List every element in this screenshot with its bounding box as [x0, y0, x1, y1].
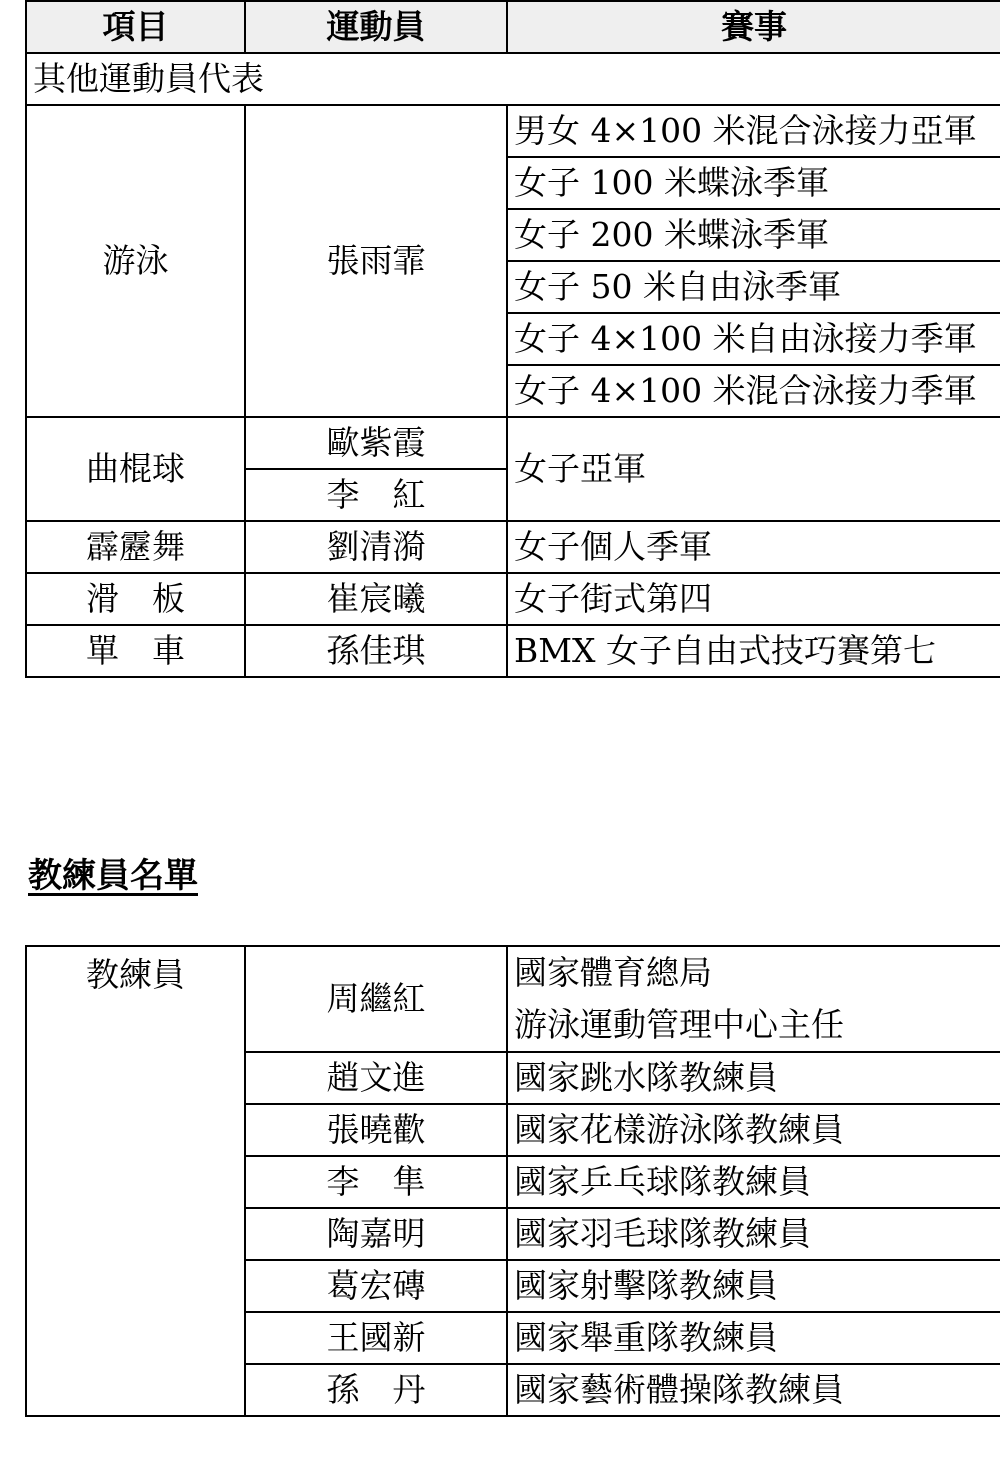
coach-position: 國家射擊隊教練員 — [507, 1260, 1000, 1312]
athlete-cell: 張雨霏 — [245, 105, 507, 417]
group-label: 其他運動員代表 — [26, 53, 1000, 105]
table-row — [26, 417, 1000, 469]
coach-name: 孫 丹 — [245, 1364, 507, 1416]
event-cell: 女子 4×100 米混合泳接力季軍 — [507, 365, 1000, 417]
group-row — [26, 53, 1000, 105]
sport-cell: 單 車 — [26, 625, 245, 677]
table-row — [26, 946, 1000, 1052]
coach-position: 國家藝術體操隊教練員 — [507, 1364, 1000, 1416]
role-label: 教練員 — [26, 946, 245, 1416]
coach-name: 張曉歡 — [245, 1104, 507, 1156]
event-cell: 女子 200 米蝶泳季軍 — [507, 209, 1000, 261]
section-title: 教練員名單 — [28, 856, 198, 896]
coach-name: 李 隼 — [245, 1156, 507, 1208]
header-sport: 項目 — [26, 1, 245, 53]
coach-name: 趙文進 — [245, 1052, 507, 1104]
sport-cell: 游泳 — [26, 105, 245, 417]
table-row — [26, 573, 1000, 625]
header-event: 賽事 — [507, 1, 1000, 53]
athlete-cell: 歐紫霞 — [245, 417, 507, 469]
athlete-cell: 李 紅 — [245, 469, 507, 521]
coach-position-line: 國家體育總局 — [514, 953, 712, 992]
sport-cell: 曲棍球 — [26, 417, 245, 521]
coach-position: 國家跳水隊教練員 — [507, 1052, 1000, 1104]
athlete-cell: 崔宸曦 — [245, 573, 507, 625]
table-row — [26, 625, 1000, 677]
coach-position: 國家羽毛球隊教練員 — [507, 1208, 1000, 1260]
athlete-cell: 孫佳琪 — [245, 625, 507, 677]
event-cell: 女子 4×100 米自由泳接力季軍 — [507, 313, 1000, 365]
coach-name: 陶嘉明 — [245, 1208, 507, 1260]
table-header-row — [26, 1, 1000, 53]
event-cell: 女子 100 米蝶泳季軍 — [507, 157, 1000, 209]
event-cell: 男女 4×100 米混合泳接力亞軍 — [507, 105, 1000, 157]
athletes-table — [25, 0, 1000, 678]
coach-position — [507, 946, 1000, 1052]
event-cell: 女子個人季軍 — [507, 521, 1000, 573]
coach-position: 國家花樣游泳隊教練員 — [507, 1104, 1000, 1156]
coach-name: 葛宏磚 — [245, 1260, 507, 1312]
athlete-cell: 劉清漪 — [245, 521, 507, 573]
table-row — [26, 521, 1000, 573]
coach-name: 王國新 — [245, 1312, 507, 1364]
event-cell: BMX 女子自由式技巧賽第七 — [507, 625, 1000, 677]
event-cell: 女子 50 米自由泳季軍 — [507, 261, 1000, 313]
coach-position-line: 游泳運動管理中心主任 — [514, 1005, 844, 1044]
coaches-table — [25, 945, 1000, 1417]
coach-position: 國家乒乓球隊教練員 — [507, 1156, 1000, 1208]
header-athlete: 運動員 — [245, 1, 507, 53]
sport-cell: 霹靂舞 — [26, 521, 245, 573]
table-row — [26, 105, 1000, 157]
event-cell: 女子亞軍 — [507, 417, 1000, 521]
coach-position: 國家舉重隊教練員 — [507, 1312, 1000, 1364]
sport-cell: 滑 板 — [26, 573, 245, 625]
coach-name: 周繼紅 — [245, 946, 507, 1052]
event-cell: 女子街式第四 — [507, 573, 1000, 625]
